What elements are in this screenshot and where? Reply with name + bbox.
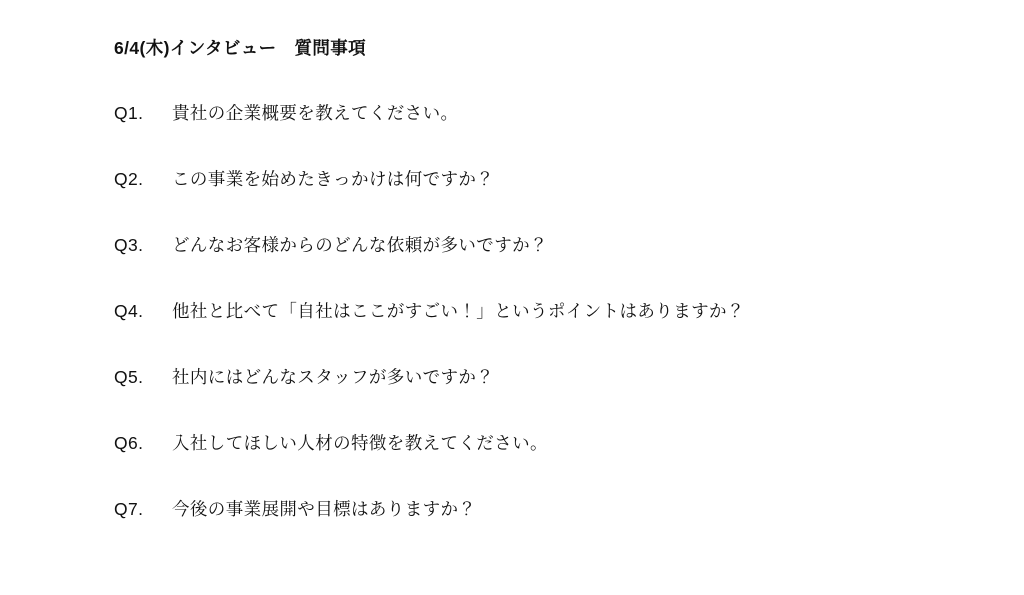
list-item — [114, 169, 964, 190]
question-text: 社内にはどんなスタッフが多いですか？ — [172, 367, 495, 387]
question-text: 今後の事業展開や目標はありますか？ — [172, 499, 477, 519]
list-item — [114, 367, 964, 388]
list-item — [114, 433, 964, 454]
page-title: 6/4(木)インタビュー 質問事項 — [114, 38, 367, 58]
question-text: この事業を始めたきっかけは何ですか？ — [172, 169, 495, 189]
question-label: Q3. — [114, 235, 144, 255]
question-text: 入社してほしい人材の特徴を教えてください。 — [172, 433, 548, 453]
list-item — [114, 499, 964, 520]
question-text: 貴社の企業概要を教えてください。 — [172, 103, 459, 123]
question-label: Q2. — [114, 169, 144, 189]
question-label: Q4. — [114, 301, 144, 321]
question-list — [114, 103, 964, 520]
question-label: Q7. — [114, 499, 144, 519]
list-item — [114, 301, 964, 322]
question-text: 他社と比べて「自社はここがすごい！」というポイントはありますか？ — [172, 301, 745, 321]
list-item — [114, 235, 964, 256]
question-label: Q5. — [114, 367, 144, 387]
question-text: どんなお客様からのどんな依頼が多いですか？ — [172, 235, 548, 255]
list-item — [114, 103, 964, 124]
question-label: Q6. — [114, 433, 144, 453]
question-label: Q1. — [114, 103, 144, 123]
